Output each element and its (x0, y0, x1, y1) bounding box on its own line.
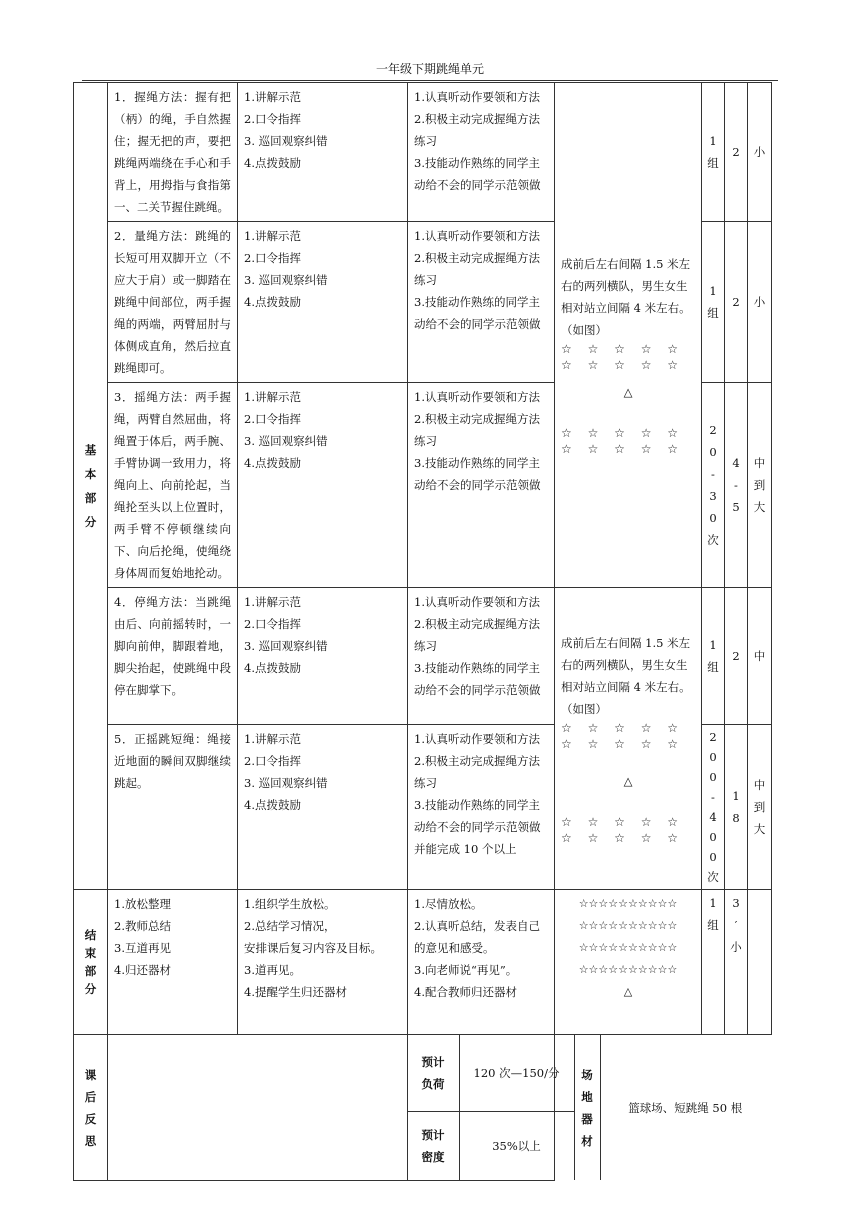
teacher-step: 2.口令指挥 (244, 112, 301, 126)
count-cell: 2 (725, 588, 748, 725)
times-text: 2 0 0 - 4 0 0 次 (702, 725, 725, 890)
student-step: 2.积极主动完成握绳方法练习 (414, 412, 540, 448)
ending-content-cell (108, 890, 238, 1035)
student-step: 3.技能动作熟练的同学主动给不会的同学示范领做 (414, 661, 541, 697)
ending-blank-cell (748, 890, 772, 1035)
intensity-text: 中 到 大 (748, 725, 772, 890)
ending-count-text: 3 ′ 小 (725, 890, 748, 1035)
teacher-step: 1.讲解示范 (244, 732, 301, 746)
ending-teacher-item: 1.组织学生放松。 (244, 897, 336, 911)
ending-student-item: 4.配合教师归还器材 (414, 985, 517, 999)
section-label-ending (74, 890, 108, 1035)
student-step: 1.认真听动作要领和方法 (414, 390, 540, 404)
count-text: 1 8 (725, 725, 748, 890)
intensity-cell: 中 (748, 588, 772, 725)
student-step: 2.积极主动完成握绳方法练习 (414, 112, 540, 148)
times-text: 2 0 - 3 0 次 (702, 383, 725, 588)
section-label-reflection (74, 1035, 108, 1181)
ending-teacher-item: 3.道再见。 (244, 963, 301, 977)
student-cell (408, 83, 555, 222)
student-step: 1.认真听动作要领和方法 (414, 595, 540, 609)
ending-student-item: 3.向老师说“再见”。 (414, 963, 518, 977)
load-label: 预计 负荷 (407, 1035, 459, 1111)
ending-content-item: 4.归还器材 (114, 963, 171, 977)
teacher-cell (238, 588, 408, 725)
student-step: 3.技能动作熟练的同学主动给不会的同学示范领做并能完成 10 个以上 (414, 798, 541, 856)
reflection-row (74, 1035, 772, 1181)
teacher-step: 3. 巡回观察纠错 (244, 273, 328, 287)
ending-teacher-item: 安排课后复习内容及目标。 (244, 941, 382, 955)
content-cell: 2．量绳方法：跳绳的长短可用双脚开立（不应大于肩）或一脚踏在跳绳中间部位，两手握绳的两端，两臂屈肘与体侧成直角，然后拉直跳绳即可。 (108, 222, 238, 383)
student-cell (408, 725, 555, 890)
teacher-step: 2.口令指挥 (244, 617, 301, 631)
count-cell: 2 (725, 222, 748, 383)
density-label: 预计 密度 (407, 1111, 459, 1180)
ending-row (74, 890, 772, 1035)
student-cell (408, 222, 555, 383)
load-value: 120 次—150/分 (459, 1035, 574, 1111)
venue-label (574, 1035, 600, 1180)
ending-student-item: 2.认真听总结，发表自己的意见和感受。 (414, 919, 540, 955)
teacher-cell (238, 725, 408, 890)
lesson-plan-table (73, 82, 772, 1181)
header-rule (82, 80, 778, 81)
student-cell (408, 588, 555, 725)
teacher-cell (238, 83, 408, 222)
ending-teacher-item: 2.总结学习情况， (244, 919, 336, 933)
page-header-title: 一年级下期跳绳单元 (375, 62, 484, 76)
venue-value: 篮球场、短跳绳 50 根 (628, 1100, 743, 1115)
basic-row-1 (74, 83, 772, 222)
content-cell: 5．正摇跳短绳：绳接近地面的瞬间双脚继续跳起。 (108, 725, 238, 890)
organization-cell: 成前后左右间隔 1.5 米左右的两列横队，男生女生相对站立间隔 4 米左右。（如图） ☆ ☆ ☆ ☆ ☆ ☆ ☆ ☆ ☆ ☆ △ ☆ ☆ ☆ ☆ ☆ ☆ ☆ ☆ ☆ ☆ (555, 83, 702, 588)
student-step: 1.认真听动作要领和方法 (414, 229, 540, 243)
ending-content-item: 1.放松整理 (114, 897, 171, 911)
ending-times-text: 1 组 (702, 890, 725, 1035)
organization-cell-2: 成前后左右间隔 1.5 米左右的两列横队，男生女生相对站立间隔 4 米左右。（如图） ☆ ☆ ☆ ☆ ☆ ☆ ☆ ☆ ☆ ☆ △ ☆ ☆ ☆ ☆ ☆ ☆ ☆ ☆ ☆ ☆ (555, 588, 702, 890)
teacher-cell (238, 383, 408, 588)
student-step: 2.积极主动完成握绳方法练习 (414, 251, 540, 287)
teacher-step: 3. 巡回观察纠错 (244, 434, 328, 448)
teacher-step: 3. 巡回观察纠错 (244, 134, 328, 148)
content-cell: 4．停绳方法：当跳绳由后、向前摇转时，一脚向前伸，脚跟着地，脚尖抬起，使跳绳中段停在脚掌下。 (108, 588, 238, 725)
ending-teacher-item: 4.提醒学生归还器材 (244, 985, 347, 999)
student-cell (408, 383, 555, 588)
basic-row-4 (74, 588, 772, 725)
teacher-step: 2.口令指挥 (244, 412, 301, 426)
student-step: 3.技能动作熟练的同学主动给不会的同学示范领做 (414, 156, 541, 192)
teacher-step: 4.点拨鼓励 (244, 798, 301, 812)
times-text: 1 组 (702, 83, 725, 222)
student-step: 2.积极主动完成握绳方法练习 (414, 754, 540, 790)
teacher-step: 2.口令指挥 (244, 754, 301, 768)
count-cell: 2 (725, 83, 748, 222)
teacher-cell (238, 222, 408, 383)
content-cell: 1．握绳方法：握有把（柄）的绳，手自然握住；握无把的声，要把跳绳两端绕在手心和手背上，用拇指与食指第一、二关节握住跳绳。 (108, 83, 238, 222)
teacher-step: 3. 巡回观察纠错 (244, 639, 328, 653)
ending-content-item: 2.教师总结 (114, 919, 171, 933)
section-label-text: 课 后 反 思 (84, 1067, 97, 1148)
reflection-text-area (108, 1035, 407, 1180)
student-step: 2.积极主动完成握绳方法练习 (414, 617, 540, 653)
times-text: 1 组 (702, 222, 725, 383)
section-label-text: 基 本 部 分 (84, 443, 97, 529)
section-label-basic (74, 83, 108, 890)
ending-teacher-cell (238, 890, 408, 1035)
student-step: 3.技能动作熟练的同学主动给不会的同学示范领做 (414, 456, 541, 492)
teacher-step: 3. 巡回观察纠错 (244, 776, 328, 790)
count-text: 4 - 5 (725, 383, 748, 588)
ending-student-cell (408, 890, 555, 1035)
ending-student-item: 1.尽情放松。 (414, 897, 483, 911)
teacher-step: 4.点拨鼓励 (244, 661, 301, 675)
teacher-step: 1.讲解示范 (244, 90, 301, 104)
times-text: 1 组 (702, 588, 725, 725)
reflection-footer-cell (108, 1035, 743, 1181)
intensity-cell: 小 (748, 222, 772, 383)
teacher-step: 4.点拨鼓励 (244, 295, 301, 309)
ending-content-item: 3.互道再见 (114, 941, 171, 955)
teacher-step: 1.讲解示范 (244, 595, 301, 609)
content-cell: 3．摇绳方法：两手握绳，两臂自然屈曲，将绳置于体后，两手腕、手臂协调一致用力，将绳向上、向前抡起，当绳抡至头以上位置时，两手臂不停顿继续向下、向后抡绳，使绳绕身体周而复始地抡动。 (108, 383, 238, 588)
density-value: 35%以上 (459, 1111, 574, 1180)
ending-organization-cell: ☆☆☆☆☆☆☆☆☆☆ ☆☆☆☆☆☆☆☆☆☆ ☆☆☆☆☆☆☆☆☆☆ ☆☆☆☆☆☆☆☆☆☆ △ (555, 890, 702, 1035)
student-step: 3.技能动作熟练的同学主动给不会的同学示范领做 (414, 295, 541, 331)
section-label-text: 结 束 部 分 (84, 928, 97, 996)
student-step: 1.认真听动作要领和方法 (414, 732, 540, 746)
intensity-text: 中 到 大 (748, 383, 772, 588)
student-step: 1.认真听动作要领和方法 (414, 90, 540, 104)
venue-label-text: 场 地 器 材 (581, 1067, 593, 1148)
teacher-step: 1.讲解示范 (244, 229, 301, 243)
teacher-step: 4.点拨鼓励 (244, 156, 301, 170)
intensity-cell: 小 (748, 83, 772, 222)
teacher-step: 1.讲解示范 (244, 390, 301, 404)
teacher-step: 4.点拨鼓励 (244, 456, 301, 470)
teacher-step: 2.口令指挥 (244, 251, 301, 265)
